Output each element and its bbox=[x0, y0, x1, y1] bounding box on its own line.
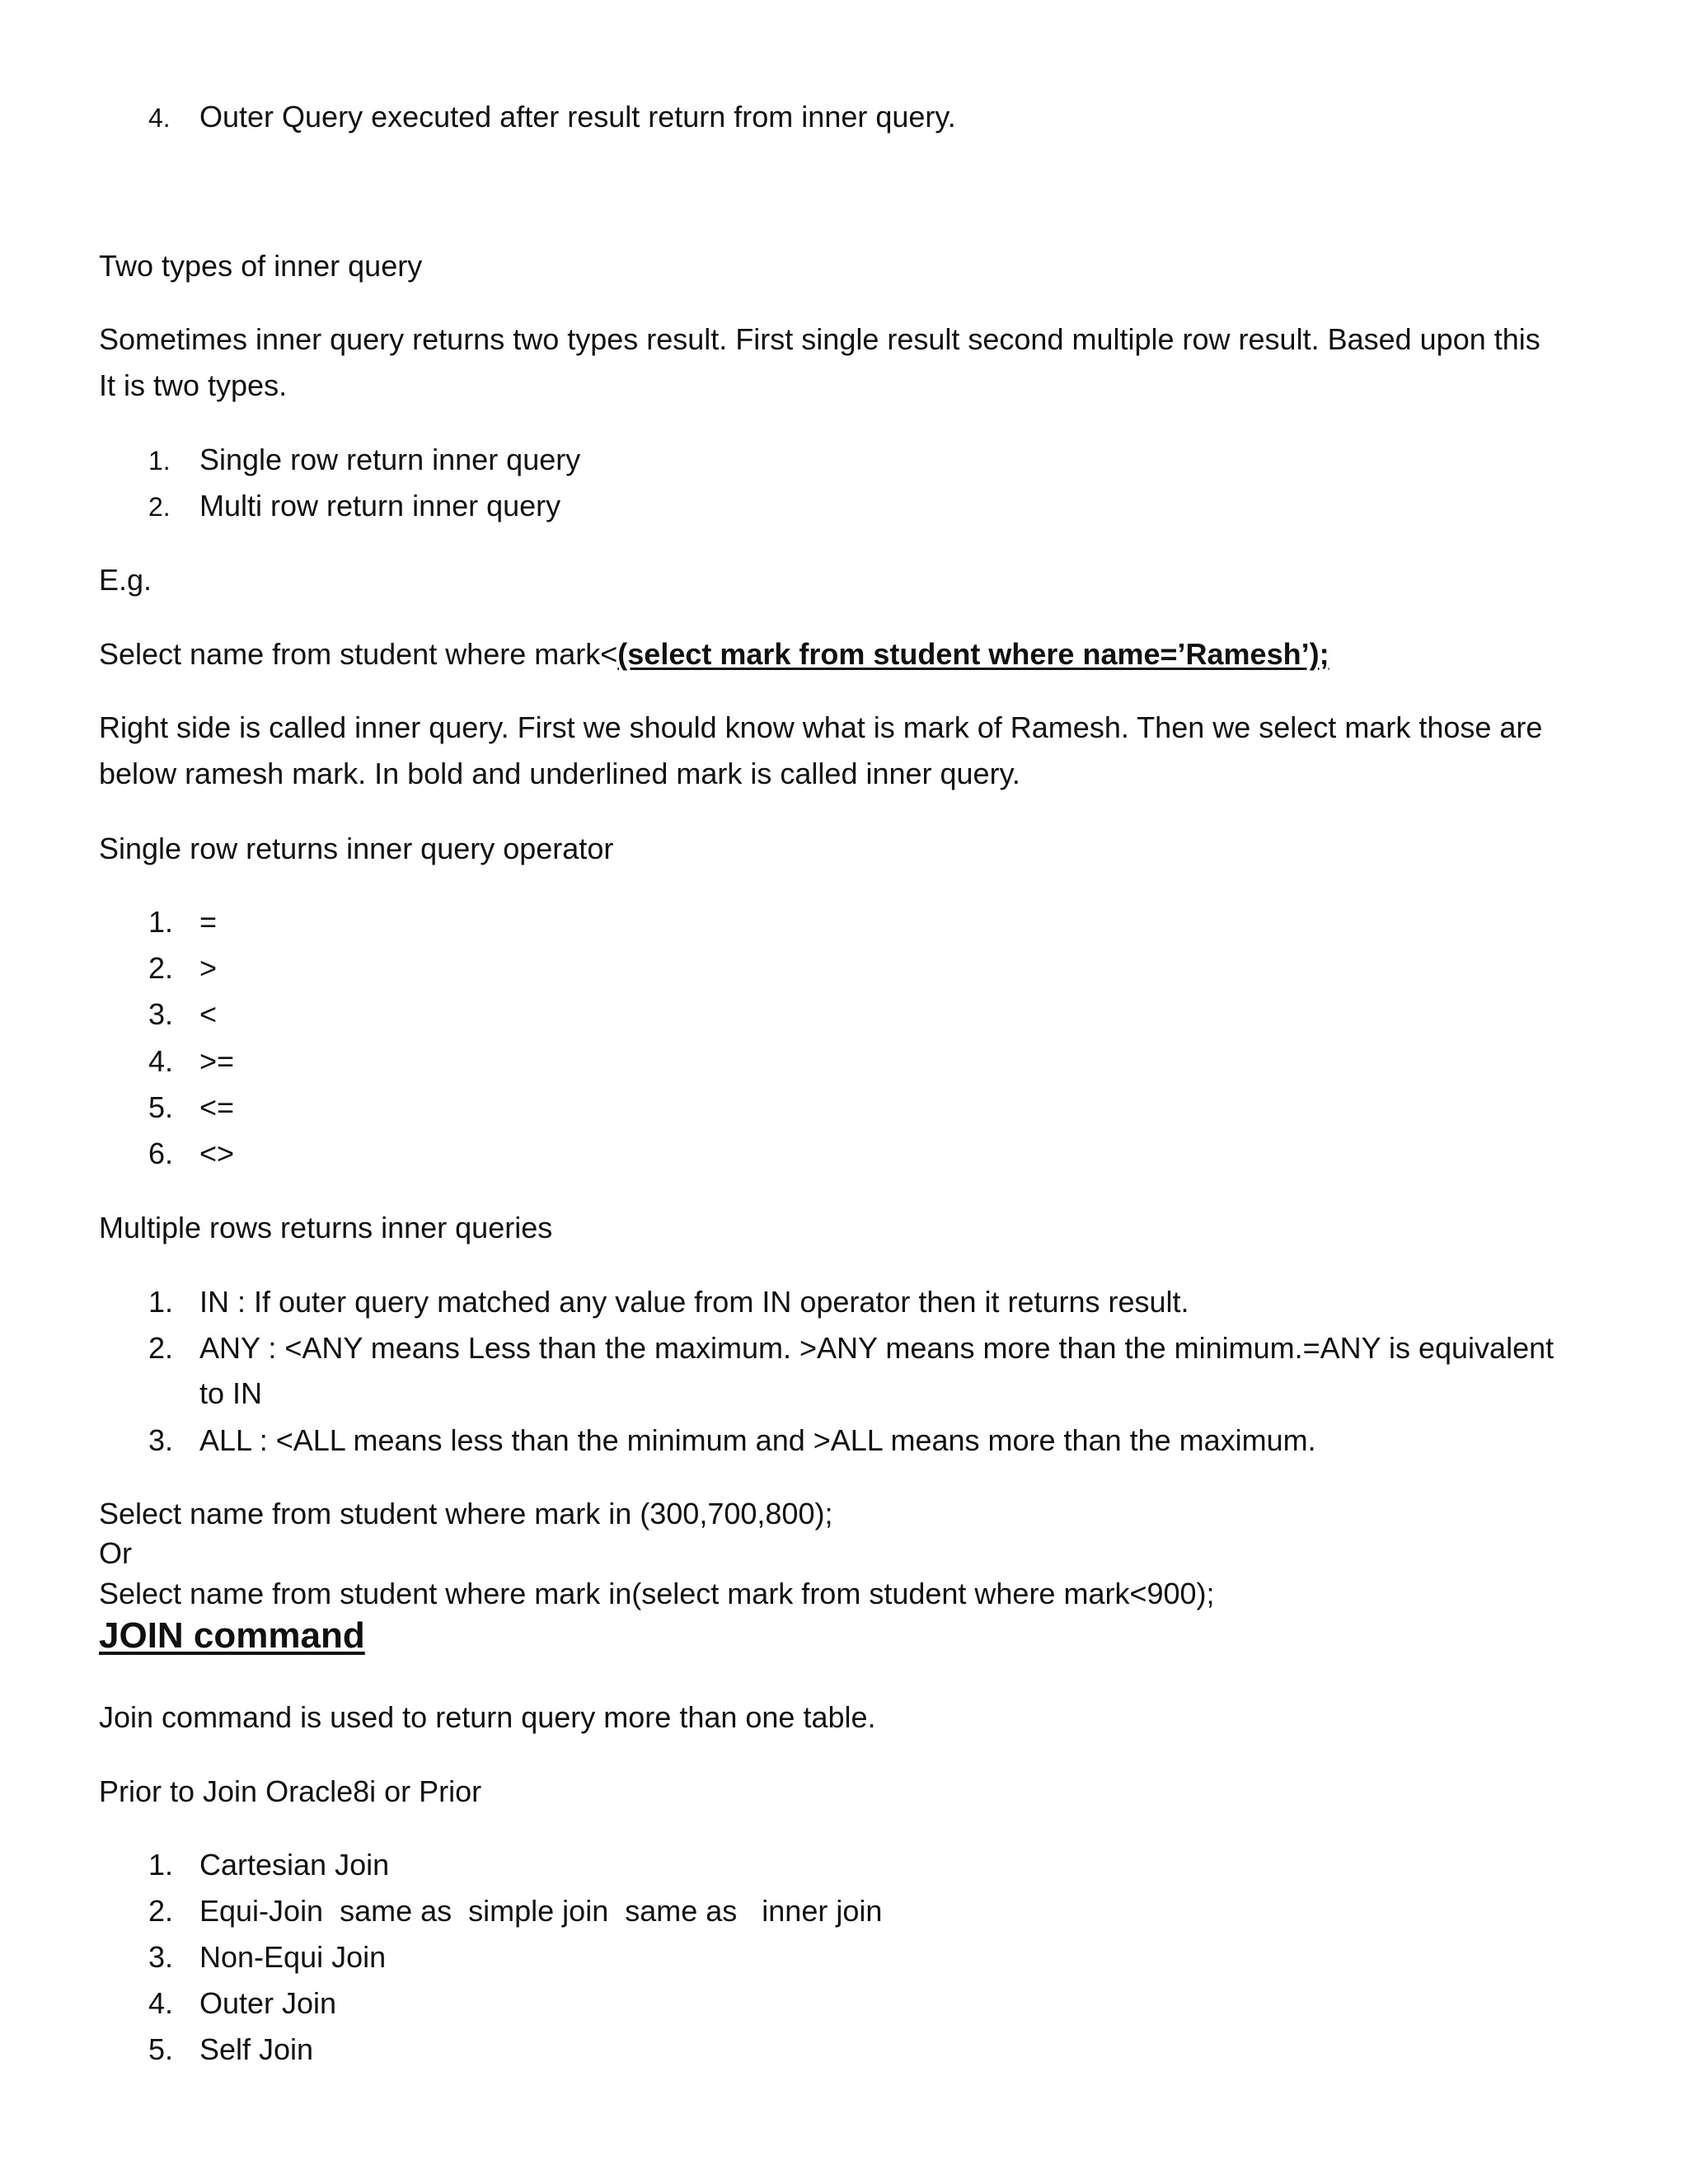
list-item bbox=[148, 1284, 1189, 1320]
list-text: IN : If outer query matched any value from IN operator then it returns result. bbox=[199, 1285, 1189, 1319]
list-item bbox=[148, 488, 560, 525]
list-number: 1. bbox=[148, 1848, 174, 1882]
list-number: 5. bbox=[148, 2032, 174, 2066]
query-inner: (select mark from student where name=’Ramesh’); bbox=[617, 637, 1329, 671]
list-item bbox=[148, 1939, 386, 1975]
list-number: 3. bbox=[148, 1940, 174, 1974]
list-text: ANY : <ANY means Less than the maximum. >ANY means more than the minimum.=ANY is equivalent bbox=[199, 1331, 1554, 1365]
list-text: Outer Query executed after result return from inner query. bbox=[199, 100, 956, 134]
list-item bbox=[148, 1136, 234, 1172]
list-text: Outer Join bbox=[199, 1986, 337, 2020]
list-item bbox=[148, 1893, 882, 1929]
list-number: 3. bbox=[148, 1423, 174, 1457]
paragraph-line: Join command is used to return query more than one table. bbox=[99, 1700, 876, 1734]
list-item bbox=[148, 442, 580, 479]
example-label: E.g. bbox=[99, 563, 152, 597]
list-text: > bbox=[199, 951, 218, 985]
list-text: <= bbox=[199, 1090, 235, 1124]
list-text: <> bbox=[199, 1137, 235, 1170]
list-number: 2. bbox=[148, 492, 171, 522]
list-number: 4. bbox=[148, 103, 171, 133]
sql-or: Or bbox=[99, 1536, 132, 1570]
section-title: Multiple rows returns inner queries bbox=[99, 1211, 553, 1244]
paragraph-line: Right side is called inner query. First we should know what is mark of Ramesh. Then we select mark those are bbox=[99, 710, 1543, 744]
list-text: < bbox=[199, 997, 218, 1031]
list-number: 4. bbox=[148, 1044, 174, 1078]
list-text: = bbox=[199, 905, 218, 939]
list-number: 2. bbox=[148, 1331, 174, 1365]
list-text: Equi-Join same as simple join same as inner join bbox=[199, 1894, 883, 1928]
list-text: Cartesian Join bbox=[199, 1848, 390, 1882]
list-text: Non-Equi Join bbox=[199, 1940, 387, 1974]
list-text: Multi row return inner query bbox=[199, 489, 561, 523]
join-heading: JOIN command bbox=[99, 1615, 365, 1656]
list-number: 2. bbox=[148, 1894, 174, 1928]
list-item bbox=[148, 1847, 389, 1883]
list-item bbox=[148, 1090, 234, 1126]
sql-line: Select name from student where mark in(select mark from student where mark<900); bbox=[99, 1577, 1215, 1610]
example-query bbox=[99, 636, 1329, 673]
list-item bbox=[148, 950, 217, 987]
query-outer: Select name from student where mark< bbox=[99, 637, 618, 671]
paragraph-line: It is two types. bbox=[99, 368, 288, 402]
list-number: 3. bbox=[148, 997, 174, 1031]
list-item bbox=[148, 1330, 1554, 1366]
list-item bbox=[148, 1422, 1316, 1459]
section-title: Prior to Join Oracle8i or Prior bbox=[99, 1774, 482, 1808]
list-number: 2. bbox=[148, 951, 174, 985]
list-number: 6. bbox=[148, 1137, 174, 1170]
list-item bbox=[148, 99, 956, 136]
list-text: Self Join bbox=[199, 2032, 314, 2066]
list-text: >= bbox=[199, 1044, 235, 1078]
list-number: 1. bbox=[148, 1285, 174, 1319]
list-number: 4. bbox=[148, 1986, 174, 2020]
list-number: 1. bbox=[148, 905, 174, 939]
section-title: Single row returns inner query operator bbox=[99, 832, 614, 865]
list-number: 1. bbox=[148, 446, 171, 476]
list-item bbox=[148, 1985, 336, 2022]
list-item bbox=[148, 996, 217, 1033]
list-item bbox=[148, 2032, 313, 2068]
paragraph-line: Sometimes inner query returns two types result. First single result second multiple row result. Based upon this bbox=[99, 322, 1540, 356]
list-item bbox=[148, 904, 217, 940]
list-number: 5. bbox=[148, 1090, 174, 1124]
list-text: ALL : <ALL means less than the minimum and >ALL means more than the maximum. bbox=[199, 1423, 1316, 1457]
list-item bbox=[148, 1043, 234, 1080]
list-text-continuation: to IN bbox=[199, 1376, 263, 1410]
section-title: Two types of inner query bbox=[99, 249, 423, 283]
paragraph-line: below ramesh mark. In bold and underlined mark is called inner query. bbox=[99, 757, 1020, 790]
list-text: Single row return inner query bbox=[199, 443, 581, 476]
sql-line: Select name from student where mark in (300,700,800); bbox=[99, 1497, 833, 1530]
